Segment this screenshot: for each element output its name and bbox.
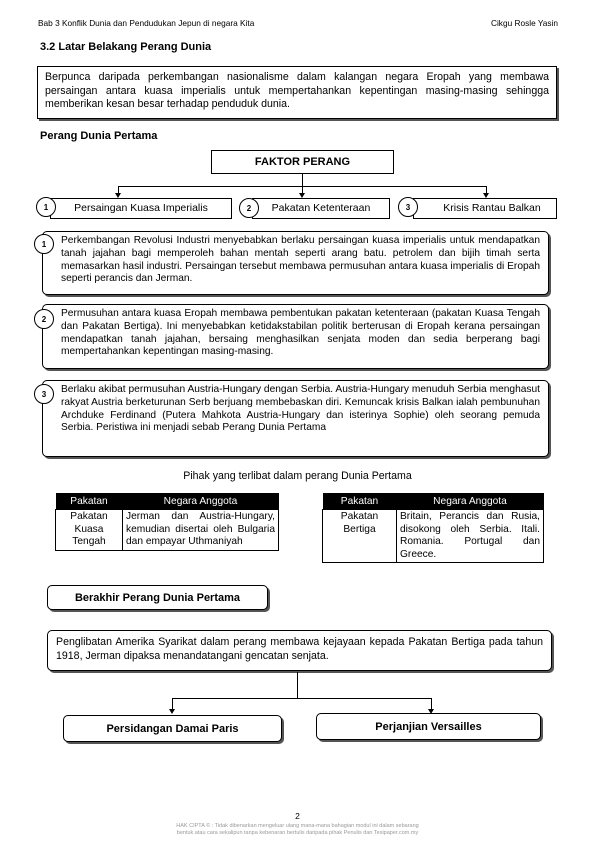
explanation-3-text: Berlaku akibat permusuhan Austria-Hungary dengan Serbia. Austria-Hungary menuduh Serbia menghasut rakyat Austria berketurunan Serb berjuang membebaskan diri. Kemuncak krisis Balkan ialah pembunuhan Archduke Ferdinand (Putera Mahkota Austria-Hungary dan isterinya Sophie) oleh seorang pemuda Serbia. Peristiwa ini menjadi sebab Perang Dunia Pertama <box>61 384 540 434</box>
factor-3-label: Krisis Rantau Balkan <box>443 202 541 214</box>
intro-text: Berpunca daripada perkembangan nasionalisme dalam kalangan negara Eropah yang membawa persaingan antara kuasa imperialis untuk mempertahankan kepentingan masing-masing sehingga memberikan kesan besar terhadap penduduk dunia. <box>45 71 549 111</box>
factor-1-number: 1 <box>36 197 56 217</box>
explanation-1-number: 1 <box>34 234 54 254</box>
explanation-1-box <box>42 231 549 295</box>
table-cell-negara: Jerman dan Austria-Hungary, kemudian disertai oleh Bulgaria dan empayar Uthmaniyah <box>123 510 279 551</box>
factor-1-label: Persaingan Kuasa Imperialis <box>74 202 208 214</box>
table-pakatan-kuasa-tengah <box>55 493 279 551</box>
table-cell-negara: Britain, Perancis dan Rusia, disokong oleh Serbia. Itali. Romania. Portugal dan Greece. <box>397 510 544 563</box>
section-title: 3.2 Latar Belakang Perang Dunia <box>40 41 212 53</box>
table-cell-pakatan: Pakatan Bertiga <box>323 510 397 563</box>
running-header-right: Cikgu Rosle Yasin <box>490 18 558 28</box>
explanation-1-text: Perkembangan Revolusi Industri menyebabkan berlaku persaingan kuasa imperialis untuk mendapatkan tanah jajahan bagi memperoleh bahan mentah seperti arang batu. petrolem dan bijih timah serta memasarkan hasil industri. Persaingan tersebut membawa permusuhan antara kuasa imperialis di Eropah seperti perancis dan Jerman. <box>61 235 540 285</box>
explanation-3-box <box>42 380 549 457</box>
table-header-pakatan: Pakatan <box>56 493 123 510</box>
copyright-line-1: HAK CIPTA © : Tidak dibenarkan mengeluar ulang mana-mana bahagian modul ini dalam sebarang <box>176 823 419 829</box>
running-header-left: Bab 3 Konflik Dunia dan Pendudukan Jepun di negara Kita <box>38 18 255 28</box>
parties-title: Pihak yang terlibat dalam perang Dunia Pertama <box>183 470 412 482</box>
end-title-box: Berakhir Perang Dunia Pertama <box>47 585 268 610</box>
factor-2-box <box>252 198 390 219</box>
outcome-versailles-box: Perjanjian Versailles <box>316 713 541 740</box>
explanation-2-text: Permusuhan antara kuasa Eropah membawa pembentukan pakatan ketenteraan (pakatan Kuasa Tengah dan Pakatan Bertiga). Ini menyebabkan ketidakstabilan politik berterusan di Eropah kerana persaingan mendapatkan tanah jajahan, bersaing menghasilkan senjata moden dan sedia berperang bagi mempertahankan kepentingan masing-masing. <box>61 308 540 358</box>
explanation-2-box <box>42 304 549 369</box>
factor-3-number: 3 <box>398 197 418 217</box>
table-cell-pakatan: Pakatan Kuasa Tengah <box>56 510 123 551</box>
factor-3-box <box>413 198 557 219</box>
table-pakatan-bertiga <box>322 493 544 563</box>
ww1-title: Perang Dunia Pertama <box>40 130 158 142</box>
explanation-3-number: 3 <box>34 384 54 404</box>
factor-2-label: Pakatan Ketenteraan <box>271 202 371 214</box>
end-text-box <box>47 630 552 671</box>
end-text: Penglibatan Amerika Syarikat dalam perang membawa kejayaan kepada Pakatan Bertiga pada tahun 1918, Jerman dipaksa menandatangani gencatan senjata. <box>56 636 543 663</box>
table-header-negara: Negara Anggota <box>123 493 279 510</box>
intro-box <box>37 66 557 119</box>
factor-1-box <box>50 198 232 219</box>
copyright-line-2: bentuk atau cara sekalipun tanpa kebenaran bertulis daripada pihak Penulis dan Tesipaper.com.my <box>176 830 419 836</box>
table-header-pakatan: Pakatan <box>323 493 397 510</box>
outcome-paris-box: Persidangan Damai Paris <box>63 715 282 742</box>
factor-2-number: 2 <box>239 198 259 218</box>
page-number: 2 <box>295 811 300 821</box>
explanation-2-number: 2 <box>34 309 54 329</box>
factor-title-box: FAKTOR PERANG <box>211 150 394 174</box>
table-header-negara: Negara Anggota <box>397 493 544 510</box>
